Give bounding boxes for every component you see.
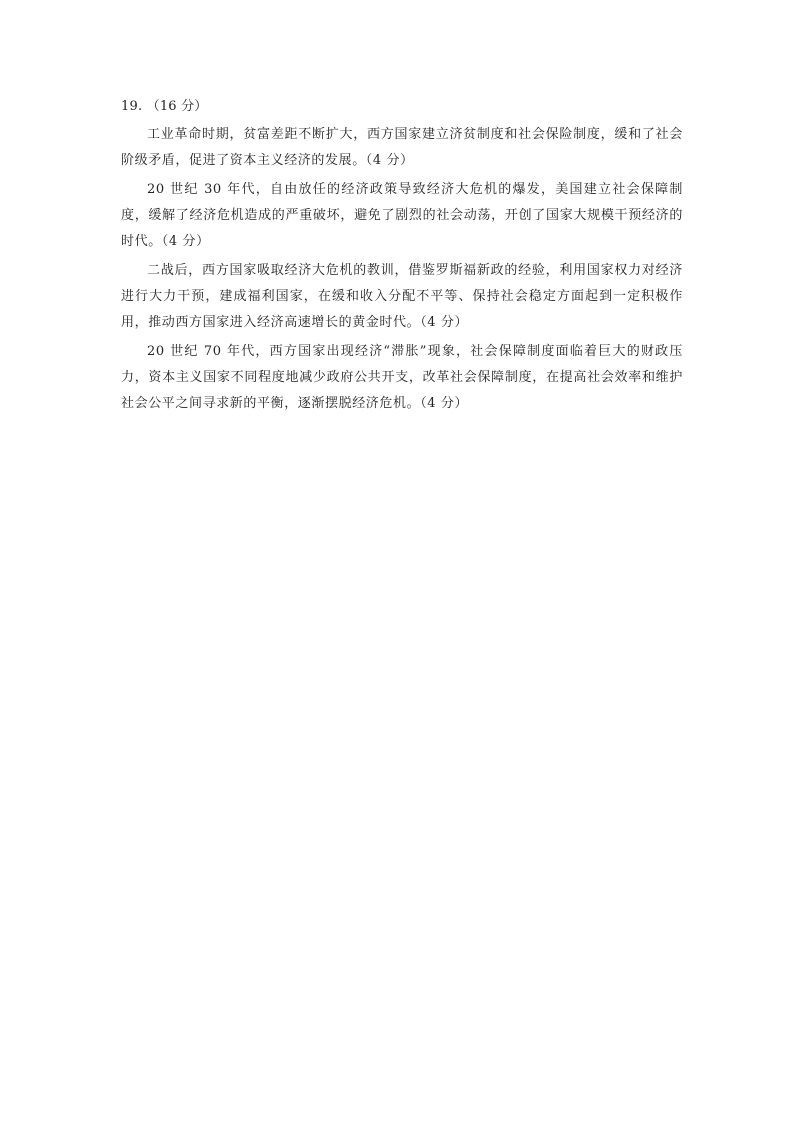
answer-paragraph-1970s: 20 世纪 70 年代，西方国家出现经济“滞胀”现象，社会保障制度面临着巨大的财政压力，资本主义国家不同程度地减少政府公共开支，改革社会保障制度，在提高社会效率和维护社会公平之间寻求新的平衡，逐渐摆脱经济危机。（4 分） bbox=[121, 344, 683, 411]
answer-paragraph-1930s: 20 世纪 30 年代，自由放任的经济政策导致经济大危机的爆发，美国建立社会保障制度，缓解了经济危机造成的严重破坏，避免了剧烈的社会动荡，开创了国家大规模干预经济的时代。（4 分） bbox=[121, 182, 683, 249]
answer-paragraph-industrial-revolution: 工业革命时期，贫富差距不断扩大，西方国家建立济贫制度和社会保险制度，缓和了社会阶级矛盾，促进了资本主义经济的发展。（4 分） bbox=[121, 127, 683, 168]
question-number: 19. bbox=[121, 99, 143, 114]
question-points: （16 分） bbox=[146, 99, 208, 114]
question-header bbox=[121, 96, 683, 118]
answer-content bbox=[121, 96, 683, 420]
answer-paragraph-postwar: 二战后，西方国家吸取经济大危机的教训，借鉴罗斯福新政的经验，利用国家权力对经济进行大力干预，建成福利国家，在缓和收入分配不平等、保持社会稳定方面起到一定积极作用，推动西方国家进入经济高速增长的黄金时代。（4 分） bbox=[121, 263, 683, 330]
